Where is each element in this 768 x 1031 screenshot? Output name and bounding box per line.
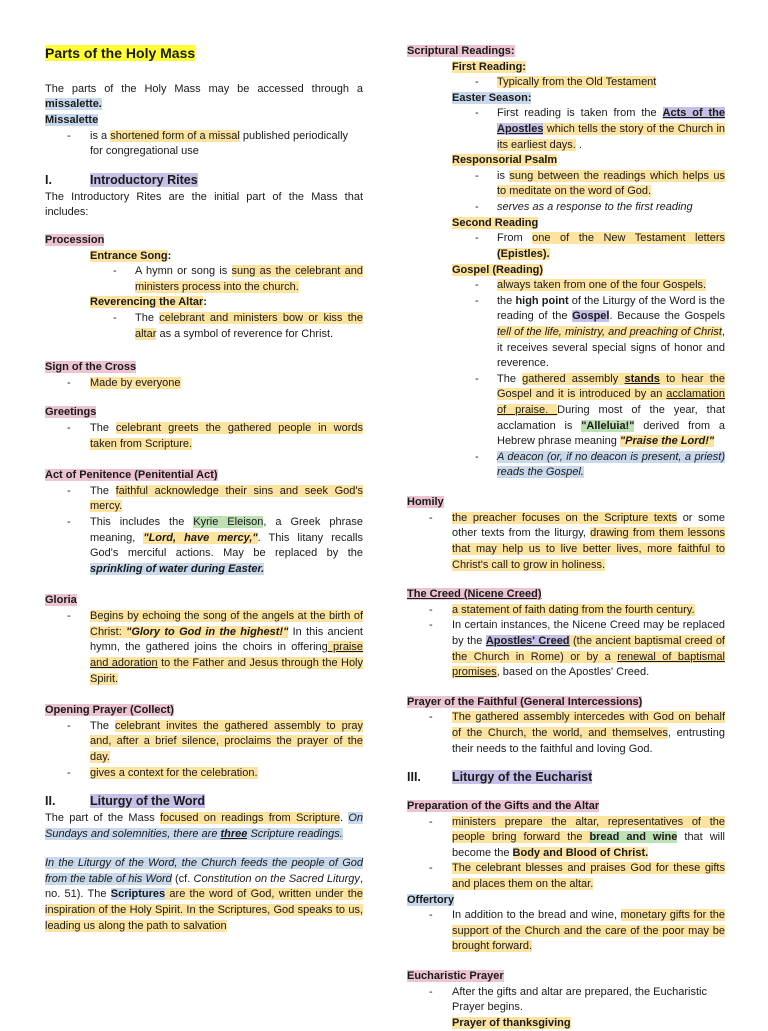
list-item: - The celebrant invites the gathered assembly to pray and, after a brief silence, proclaims the prayer of the day. — [67, 719, 363, 763]
list-item: - ministers prepare the altar, representatives of the people bring forward the bread and wine that will become the Body and Blood of Christ. — [429, 815, 725, 859]
heading-faithful: Prayer of the Faithful (General Intercessions) — [407, 695, 643, 708]
page-title: Parts of the Holy Mass — [45, 45, 196, 61]
subheading-second-reading: Second Reading — [452, 216, 539, 229]
heading-gloria: Gloria — [45, 594, 77, 607]
heading-preparation: Preparation of the Gifts and the Altar — [407, 799, 600, 812]
list-item: - The celebrant greets the gathered people in words taken from Scripture. — [67, 421, 363, 450]
list-item: - The gathered assembly intercedes with God on behalf of the Church, the world, and themselves, entrusting their needs to the faithful and loving God. — [429, 711, 725, 755]
right-column — [407, 44, 725, 1031]
intro-paragraph: The parts of the Holy Mass may be accessed through a missalette. — [45, 82, 363, 111]
list-item: - gives a context for the celebration. — [67, 766, 258, 779]
list-item: - The celebrant and ministers bow or kiss the altar as a symbol of reverence for Christ. — [113, 311, 363, 340]
list-item: - A deacon (or, if no deacon is present, a priest) reads the Gospel. — [475, 450, 725, 479]
heading-collect: Opening Prayer (Collect) — [45, 704, 174, 717]
list-item: - After the gifts and altar are prepared, the Eucharistic Prayer begins. — [429, 985, 707, 1014]
heading-scriptural: Scriptural Readings: — [407, 45, 515, 57]
list-item: - is a shortened form of a missal published periodically for congregational use — [67, 129, 349, 158]
list-item: - The gathered assembly stands to hear the Gospel and it is introduced by an acclamation of praise. During most of the year, that acclamation is "Alleluia!" derived from a Hebrew phrase meaning "Praise the Lord!" — [475, 372, 726, 448]
heading-eucharistic-prayer: Eucharistic Prayer — [407, 970, 504, 983]
subheading-reverencing: Reverencing the Altar: — [90, 296, 207, 309]
list-item: - Begins by echoing the song of the angels at the birth of Christ: "Glory to God in the highest!" In this ancient hymn, the gathered joins the choirs in offering praise and adoration to the Father and Jesus through the Holy Spirit. — [67, 610, 363, 685]
list-item: - the preacher focuses on the Scripture texts or some other texts from the liturgy, drawing from them lessons that may help us to live better lives, more faithful to Christ's call to grow in holiness. — [429, 511, 725, 571]
heading-offertory: Offertory — [407, 893, 455, 906]
list-item: - The faithful acknowledge their sins and seek God's mercy. — [67, 484, 363, 513]
missalette-label: Missalette — [45, 114, 99, 127]
subheading-easter: Easter Season: — [452, 91, 532, 104]
heading-homily: Homily — [407, 496, 444, 509]
section-heading-eucharist: III. Liturgy of the Eucharist — [407, 770, 593, 785]
subheading-psalm: Responsorial Psalm — [452, 154, 558, 167]
subheading-first-reading: First Reading: — [452, 60, 526, 73]
subheading-thanksgiving: Prayer of thanksgiving — [452, 1016, 571, 1029]
heading-greetings: Greetings — [45, 406, 97, 419]
section-heading-liturgy-word: II. Liturgy of the Word — [45, 794, 206, 809]
intro-rites-desc: The Introductory Rites are the initial part of the Mass that includes: — [45, 190, 363, 219]
list-item: - First reading is taken from the Acts of the Apostles which tells the story of the Church in its earliest days. . — [475, 107, 726, 151]
list-item: - serves as a response to the first reading — [475, 201, 693, 214]
left-column — [45, 44, 363, 934]
list-item: - A hymn or song is sung as the celebrant and ministers process into the church. — [113, 265, 363, 293]
list-item: - always taken from one of the four Gospels. — [475, 279, 707, 292]
list-item: - a statement of faith dating from the fourth century. — [429, 603, 695, 616]
list-item: - The celebrant blesses and praises God for these gifts and places them on the altar. — [429, 862, 725, 890]
list-item: - In certain instances, the Nicene Creed may be replaced by the Apostles' Creed (the ancient baptismal creed of the Church in Rome) or by a renewal of baptismal promises, based on the Apostles' Creed. — [429, 619, 725, 679]
list-item: - This includes the Kyrie Eleison, a Greek phrase meaning, "Lord, have mercy,". This litany recalls God's merciful actions. May be replaced by the sprinkling of water during Easter. — [67, 516, 363, 575]
heading-sign-cross: Sign of the Cross — [45, 361, 137, 374]
list-item: - Typically from the Old Testament — [475, 76, 657, 89]
liturgy-word-paragraph: In the Liturgy of the Word, the Church feeds the people of God from the table of his Word (cf. Constitution on the Sacred Liturgy, no. 51). The Scriptures are the word of God, written under the inspiration of the Holy Spirit. In the Scriptures, God speaks to us, leading us along the path to salvation — [45, 857, 364, 932]
heading-procession: Procession — [45, 233, 105, 246]
list-item: - In addition to the bread and wine, monetary gifts for the support of the Church and the care of the poor may be brought forward. — [429, 909, 726, 953]
subheading-entrance-song: Entrance Song: — [90, 249, 172, 262]
section-heading-intro-rites: I. Introductory Rites — [45, 172, 198, 187]
heading-creed: The Creed (Nicene Creed) — [407, 588, 542, 601]
heading-penitence: Act of Penitence (Penitential Act) — [45, 469, 218, 482]
list-item: - is sung between the readings which helps us to meditate on the word of God. — [475, 169, 725, 198]
liturgy-word-desc: The part of the Mass focused on readings from Scripture. On Sundays and solemnities, there are three Scripture readings. — [45, 811, 364, 840]
subheading-gospel: Gospel (Reading) — [452, 263, 544, 276]
list-item: - Made by everyone — [67, 376, 181, 389]
list-item: - From one of the New Testament letters (Epistles). — [475, 232, 725, 260]
list-item: - the high point of the Liturgy of the Word is the reading of the Gospel. Because the Gospels tell of the life, ministry, and preaching of Christ, it receives several special signs of honor and reverence. — [475, 294, 725, 370]
